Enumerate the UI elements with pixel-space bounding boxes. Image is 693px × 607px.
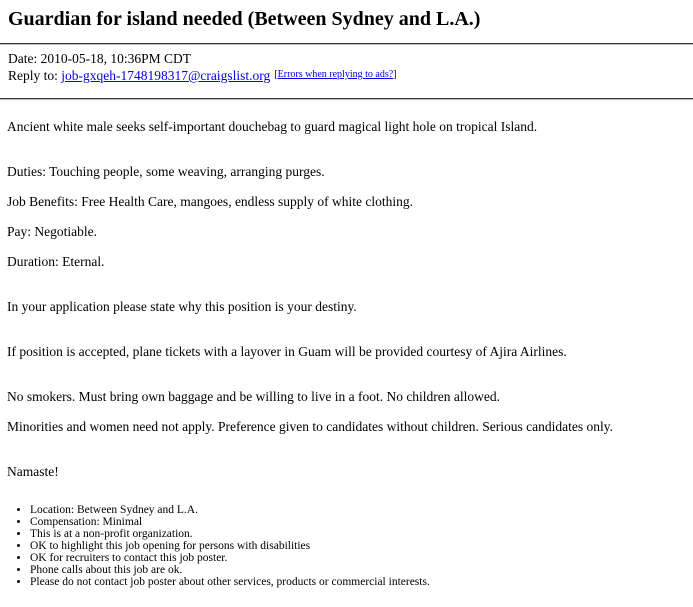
job-attribute-item: • Compensation: Minimal [30,516,683,528]
page-title: Guardian for island needed (Between Sydney and L.A.) [8,8,481,30]
body-paragraph: Namaste! [7,464,59,479]
date-text: Date: 2010-05-18, 10:36PM CDT [8,51,191,66]
reply-email-link[interactable]: job-gxqeh-1748198317@craigslist.org [61,68,271,83]
body-paragraph: Pay: Negotiable. [7,224,97,239]
date-line [8,51,685,67]
job-attribute-item: • Location: Between Sydney and L.A. [30,504,683,516]
job-attributes-list [7,504,683,588]
body-paragraph: Duration: Eternal. [7,254,105,269]
reply-line [8,67,685,84]
posting-body [0,100,693,588]
job-attribute-item: • OK to highlight this job opening for persons with disabilities [30,540,683,552]
body-paragraph: If position is accepted, plane tickets with a layover in Guam will be provided courtesy of Ajira Airlines. [7,344,567,359]
body-paragraph: In your application please state why this position is your destiny. [7,299,357,314]
body-paragraph: Ancient white male seeks self-important douchebag to guard magical light hole on tropical Island. [7,119,538,134]
reply-to-label: Reply to: [8,68,62,83]
errors-note [274,69,396,80]
job-attribute-item: • Please do not contact job poster about other services, products or commercial interests. [30,576,683,588]
job-attribute-item: • Phone calls about this job are ok. [30,564,683,576]
craigslist-posting-page [0,7,693,588]
errors-close-bracket: ] [393,69,397,80]
body-paragraph: Job Benefits: Free Health Care, mangoes, endless supply of white clothing. [7,194,414,209]
horizontal-rule-top [0,43,693,45]
job-attribute-item: • OK for recruiters to contact this job poster. [30,552,683,564]
errors-open-bracket: [ [274,69,278,80]
body-paragraph: No smokers. Must bring own baggage and be willing to live in a foot. No children allowed. [7,389,501,404]
body-paragraph: Minorities and women need not apply. Preference given to candidates without children. Serious candidates only. [7,419,613,434]
body-paragraph: Duties: Touching people, some weaving, arranging purges. [7,164,325,179]
job-attribute-item: • This is at a non-profit organization. [30,528,683,540]
errors-when-replying-link[interactable]: Errors when replying to ads? [277,69,394,80]
posting-meta [8,51,685,84]
